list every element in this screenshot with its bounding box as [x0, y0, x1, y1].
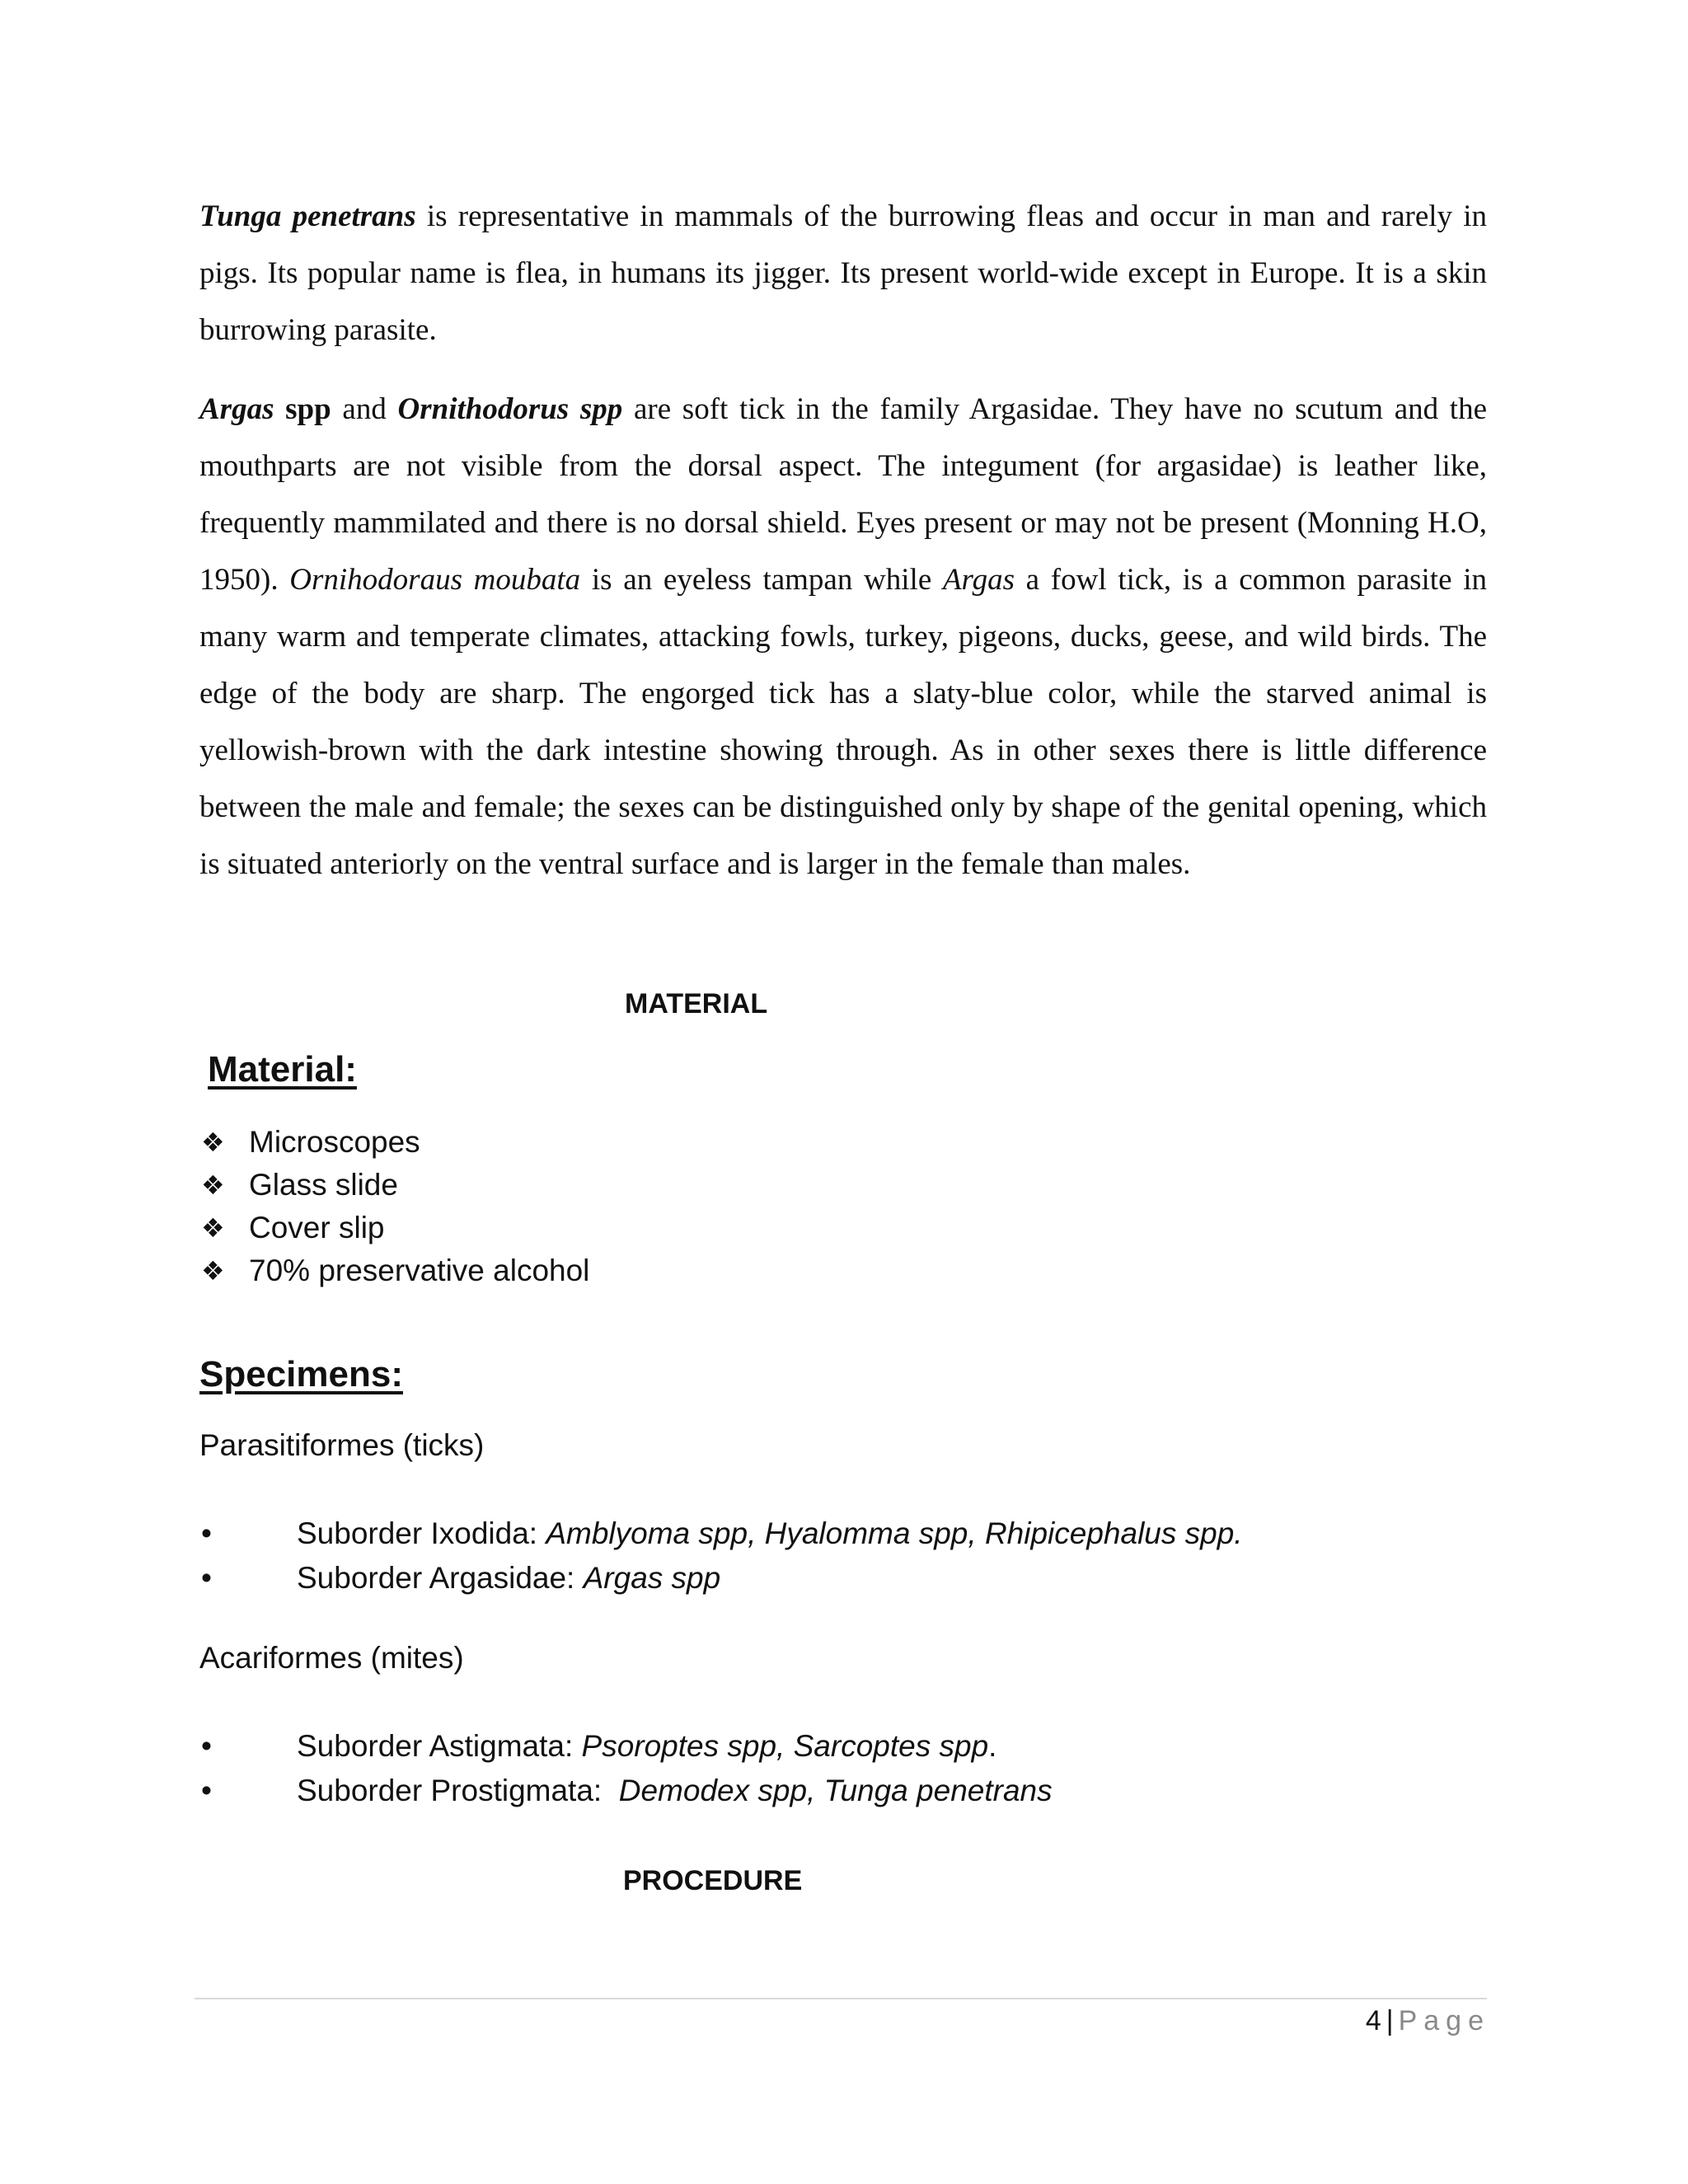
- list-item: • Suborder Prostigmata: Demodex spp, Tunga penetrans: [201, 1769, 1053, 1813]
- term-tunga-penetrans: Tunga penetrans: [199, 199, 416, 233]
- parasitiformes-list: [201, 1511, 1243, 1601]
- bullet-dot-icon: •: [201, 1729, 212, 1763]
- procedure-heading: PROCEDURE: [623, 1865, 803, 1896]
- page-label: Page: [1398, 2005, 1490, 2036]
- bullet-dot-icon: •: [201, 1561, 212, 1595]
- term-ornihodoraus-moubata: Ornihodoraus moubata: [289, 563, 581, 597]
- paragraph-argas-text-1: are soft tick in the family Argasidae. They have no scutum and the mouthparts are not visible from the dorsal aspect. The integument (for argasidae) is leather like, frequently mammilated and there is no dorsal shield. Eyes present or may not be present (Monning H.O, 1950).: [199, 392, 1488, 597]
- paragraph-tunga: [199, 188, 1487, 359]
- paragraph-argas: [199, 381, 1487, 893]
- footer-divider: [195, 1998, 1487, 1999]
- term-spp: spp: [274, 392, 331, 426]
- diamond-bullet-icon: ❖: [201, 1127, 225, 1157]
- bullet-dot-icon: •: [201, 1516, 212, 1550]
- acariformes-label: Acariformes (mites): [199, 1641, 464, 1675]
- connector-and: and: [331, 392, 398, 426]
- list-item: • Suborder Astigmata: Psoroptes spp, Sarcoptes spp.: [201, 1724, 1053, 1769]
- footer-separator: |: [1386, 2005, 1394, 2036]
- specimens-heading: Specimens:: [199, 1354, 403, 1394]
- materials-list: [201, 1121, 589, 1292]
- term-ornithodorus: Ornithodorus spp: [397, 392, 623, 426]
- list-item: ❖ Glass slide: [201, 1164, 589, 1207]
- term-argas-italic: Argas: [942, 563, 1015, 597]
- diamond-bullet-icon: ❖: [201, 1170, 225, 1200]
- list-item: ❖ 70% preservative alcohol: [201, 1249, 589, 1292]
- page-number: 4: [1365, 2005, 1381, 2036]
- acariformes-list: [201, 1724, 1053, 1813]
- diamond-bullet-icon: ❖: [201, 1213, 225, 1243]
- bullet-dot-icon: •: [201, 1774, 212, 1807]
- term-argas: Argas: [199, 392, 274, 426]
- diamond-bullet-icon: ❖: [201, 1256, 225, 1286]
- list-item: ❖ Cover slip: [201, 1207, 589, 1249]
- list-item: • Suborder Argasidae: Argas spp: [201, 1556, 1243, 1601]
- page-footer: [1366, 2003, 1490, 2039]
- material-subheading: Material:: [208, 1049, 357, 1090]
- paragraph-argas-text-3: a fowl tick, is a common parasite in many warm and temperate climates, attacking fowls, turkey, pigeons, ducks, geese, and wild birds. The edge of the body are sharp. The engorged tick has a slaty-blue color, while the starved animal is yellowish-brown with the dark intestine showing through. As in other sexes there is little difference between the male and female; the sexes can be distinguished only by shape of the genital opening, which is situated anteriorly on the ventral surface and is larger in the female than males.: [199, 563, 1487, 881]
- list-item: • Suborder Ixodida: Amblyoma spp, Hyalomma spp, Rhipicephalus spp.: [201, 1511, 1243, 1556]
- parasitiformes-label: Parasitiformes (ticks): [199, 1428, 485, 1462]
- material-heading: MATERIAL: [625, 988, 768, 1019]
- list-item: ❖ Microscopes: [201, 1121, 589, 1164]
- paragraph-argas-text-2: is an eyeless tampan while: [580, 563, 943, 597]
- paragraph-tunga-text: is representative in mammals of the burrowing fleas and occur in man and rarely in pigs. Its popular name is flea, in humans its jigger. Its present world-wide except in Europe. It is a skin burrowing parasite.: [199, 199, 1487, 347]
